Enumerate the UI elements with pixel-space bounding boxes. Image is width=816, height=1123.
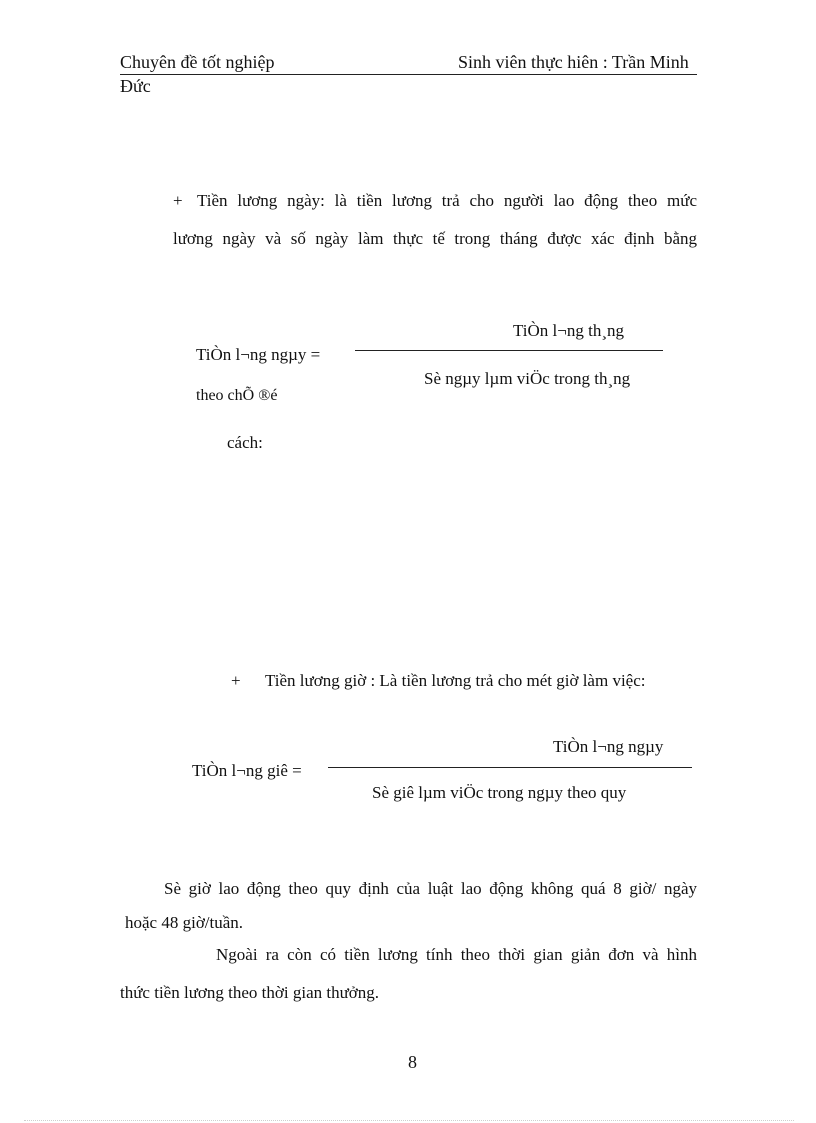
formula-hour-fraction-bar (328, 767, 692, 768)
footer-dotted-line (24, 1120, 794, 1121)
formula-day-numerator: TiÒn l¬ng th¸ng (513, 321, 624, 340)
bullet-day: + (173, 191, 183, 210)
formula-hour-numerator: TiÒn l¬ng ngµy (553, 737, 664, 756)
page-number: 8 (408, 1052, 417, 1072)
formula-hour-lhs: TiÒn l¬ng giê = (192, 761, 302, 780)
paragraph-2-line-2: thức tiền lương theo thời gian thưởng. (120, 983, 380, 1002)
paragraph-2-line-1: Ngoài ra còn có tiền lương tính theo thời gian giản đơn và hình (216, 945, 697, 964)
day-line-2: lương ngày và số ngày làm thực tế trong tháng được xác định bằng (173, 229, 697, 248)
formula-day-lhs: TiÒn l¬ng ngµy = (196, 345, 321, 364)
paragraph-1-line-2: hoặc 48 giờ/tuần. (125, 913, 244, 932)
paragraph-1-line-1: Sè giờ lao động theo quy định của luật lao động không quá 8 giờ/ ngày (164, 879, 697, 898)
bullet-hour: + (231, 671, 241, 690)
header-title: Chuyên đề tốt nghiệp (120, 52, 275, 72)
header-author: Sinh viên thực hiên : Trần Minh (458, 52, 689, 72)
formula-day-clipped-text: theo chÕ ®é (196, 387, 278, 404)
hour-line-1: Tiền lương giờ : Là tiền lương trả cho mét giờ làm việc: (265, 671, 646, 690)
header-author-continuation: Đức (120, 76, 151, 96)
formula-hour-denominator: Sè giê lµm viÖc trong ngµy theo quy (372, 783, 627, 802)
day-trailing-text: cách: (227, 433, 263, 452)
formula-day-fraction-bar (355, 350, 663, 351)
day-line-1: Tiền lương ngày: là tiền lương trả cho người lao động theo mức (197, 191, 697, 210)
formula-day-denominator: Sè ngµy lµm viÖc trong th¸ng (424, 369, 631, 388)
header-rule (120, 74, 697, 75)
